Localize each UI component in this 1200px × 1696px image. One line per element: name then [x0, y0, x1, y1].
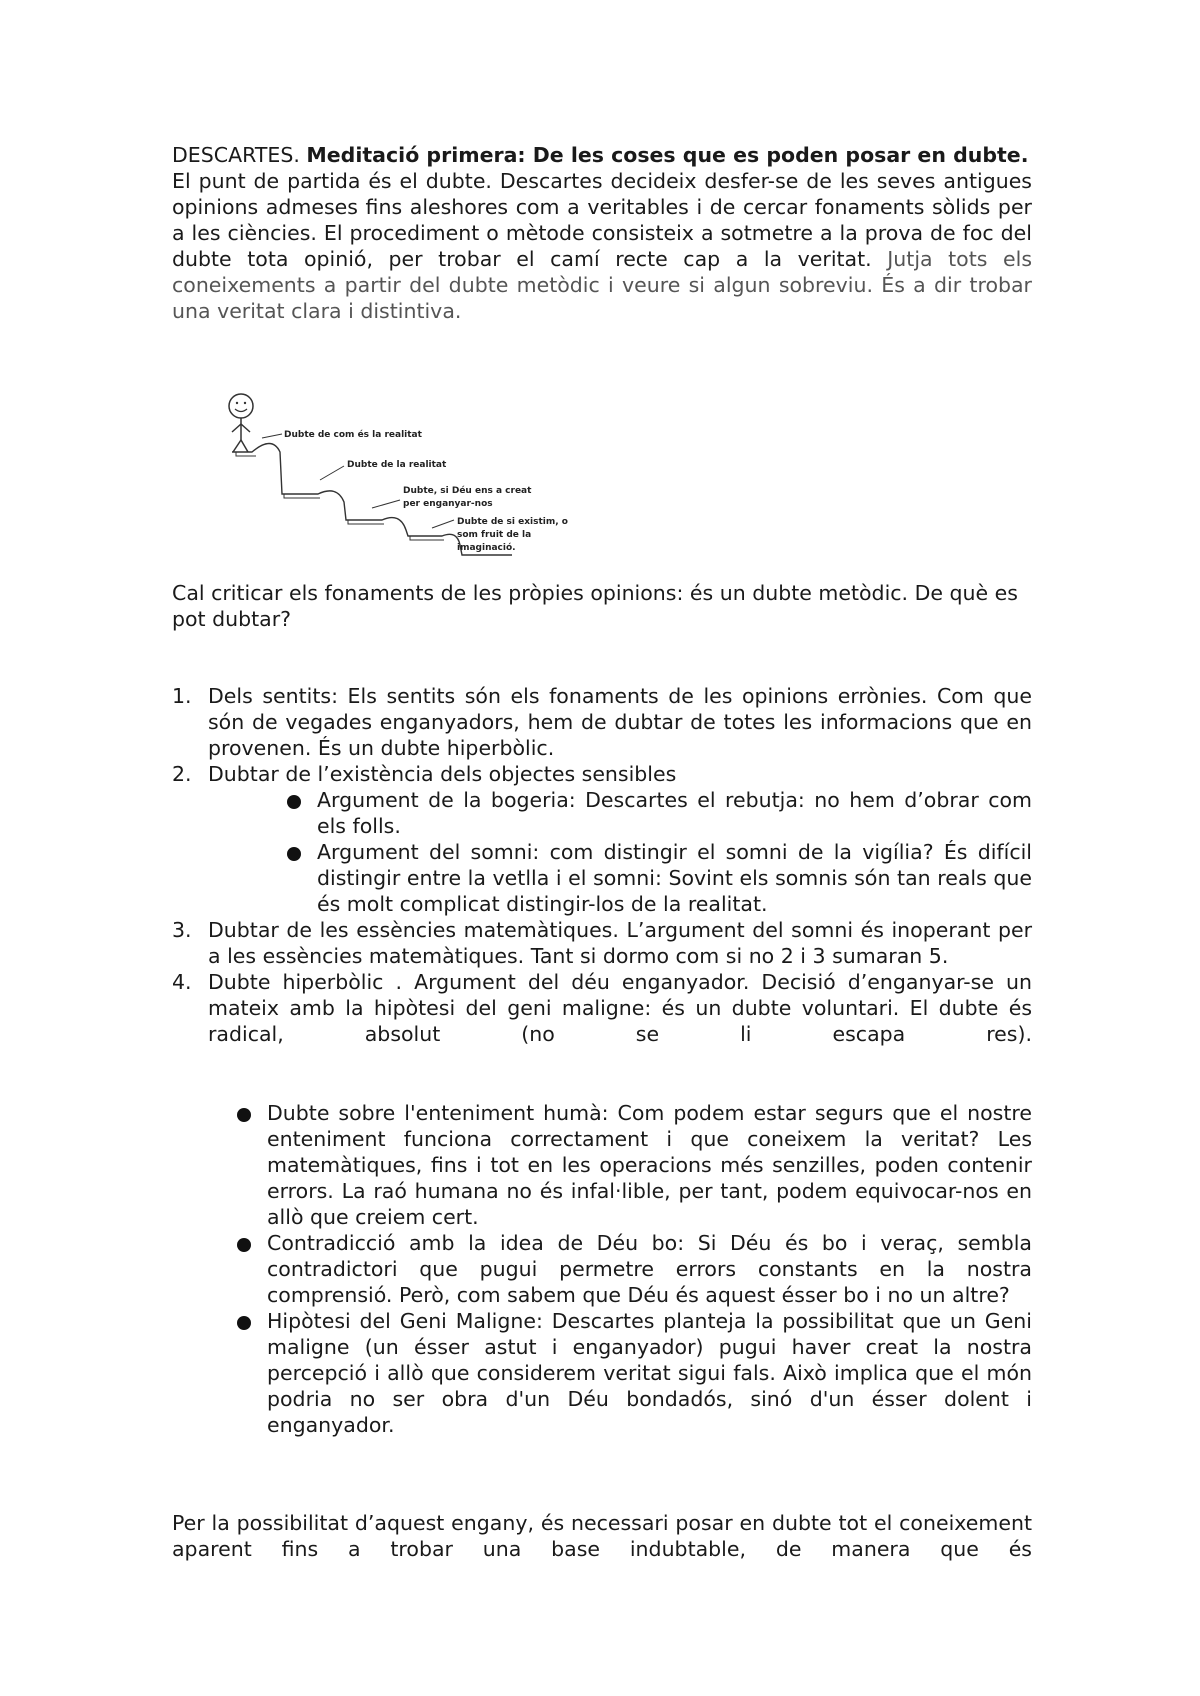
bullet-icon	[237, 1108, 251, 1122]
figure-label-1: Dubte de com és la realitat	[284, 430, 422, 440]
sub-list-item	[317, 839, 1032, 917]
bullet-text: Hipòtesi del Geni Maligne: Descartes planteja la possibilitat que un Geni maligne (un ésser astut i enganyador) pugui haver creat la nostra percepció i allò que considerem veritat sigui fals. Això implica que el món podria no ser obra d'un Déu bondadós, sinó d'un ésser dolent i enganyador.	[267, 1309, 1032, 1437]
list-number: 4.	[172, 970, 192, 994]
staircase-figure	[222, 390, 602, 570]
bullet-icon	[287, 847, 301, 861]
intro-main-text: El punt de partida és el dubte. Descartes decideix desfer-se de les seves antigues opinions admeses fins aleshores com a veritables i de cercar fonaments sòlids per a les ciències. El procediment o mètode consisteix a sotmetre a la prova de foc del dubte tota opinió, per trobar el camí recte cap a la veritat.	[172, 169, 1032, 271]
figure-label-4a: Dubte de si existim, o	[457, 517, 568, 527]
figure-head	[229, 394, 253, 418]
bullet-list	[267, 1100, 1032, 1438]
list-item	[172, 969, 1032, 1047]
figure-label-4b: som fruit de la	[457, 530, 532, 540]
bullet-text: Contradicció amb la idea de Déu bo: Si Déu és bo i veraç, sembla contradictori que pugui permetre errors constants en la nostra comprensió. Però, com sabem que Déu és aquest ésser bo i no un altre?	[267, 1231, 1032, 1307]
bullet-list-item	[267, 1308, 1032, 1438]
question-paragraph: Cal criticar els fonaments de les pròpies opinions: és un dubte metòdic. De què es pot dubtar?	[172, 581, 1018, 631]
list-item	[172, 761, 1032, 917]
intro-paragraph	[172, 168, 1032, 324]
closing-paragraph	[172, 1510, 1032, 1562]
intro-grey-text: Jutja tots els coneixements a partir del dubte metòdic i veure si algun sobreviu. És a dir trobar una veritat clara i distintiva.	[172, 247, 1032, 323]
bullet-icon	[237, 1238, 251, 1252]
sub-list-item	[317, 787, 1032, 839]
sub-list-text: Argument de la bogeria: Descartes el rebutja: no hem d’obrar com els folls.	[317, 788, 1032, 838]
document-body	[172, 142, 1032, 324]
heading-prefix: DESCARTES.	[172, 143, 307, 167]
bullet-icon	[237, 1316, 251, 1330]
list-item-text: Dubte hiperbòlic . Argument del déu enganyador. Decisió d’enganyar-se un mateix amb la hipòtesi del geni maligne: és un dubte voluntari. El dubte és radical, absolut (no se li escapa res).	[208, 970, 1032, 1046]
list-item	[172, 683, 1032, 761]
list-item	[172, 917, 1032, 969]
figure-label-2: Dubte de la realitat	[347, 460, 447, 470]
bullet-icon	[287, 795, 301, 809]
list-number: 2.	[172, 762, 192, 786]
list-number: 1.	[172, 684, 192, 708]
staircase-drawing	[222, 390, 602, 570]
numbered-list	[172, 683, 1032, 1047]
bullet-list-item	[267, 1100, 1032, 1230]
question-block	[172, 580, 1032, 632]
sub-list-text: Argument del somni: com distingir el somni de la vigília? És difícil distingir entre la vetlla i el somni: Sovint els somnis són tan reals que és molt complicat distingir-los de la realitat.	[317, 840, 1032, 916]
bullet-text: Dubte sobre l'enteniment humà: Com podem estar segurs que el nostre enteniment funciona correctament i que coneixem la veritat? Les matemàtiques, fins i tot en les operacions més senzilles, poden contenir errors. La raó humana no és infal·lible, per tant, podem equivocar-nos en allò que creiem cert.	[267, 1101, 1032, 1229]
bullet-list-item	[267, 1230, 1032, 1308]
sub-list	[208, 787, 1032, 917]
figure-label-4c: imaginació.	[457, 543, 516, 553]
figure-label-3a: Dubte, si Déu ens a creat	[403, 486, 532, 496]
list-number: 3.	[172, 918, 192, 942]
list-item-text: Dubtar de l’existència dels objectes sensibles	[208, 762, 677, 786]
list-item-text: Dels sentits: Els sentits són els fonaments de les opinions errònies. Com que són de vegades enganyadors, hem de dubtar de totes les informacions que en provenen. És un dubte hiperbòlic.	[208, 684, 1032, 760]
closing-text: Per la possibilitat d’aquest engany, és necessari posar en dubte tot el coneixement aparent fins a trobar una base indubtable, de manera que és	[172, 1511, 1032, 1561]
figure-label-3b: per enganyar-nos	[403, 499, 493, 509]
document-heading	[172, 142, 1032, 168]
heading-title: Meditació primera: De les coses que es poden posar en dubte.	[306, 143, 1029, 167]
list-item-text: Dubtar de les essències matemàtiques. L’argument del somni és inoperant per a les essències matemàtiques. Tant si dormo com si no 2 i 3 sumaran 5.	[208, 918, 1032, 968]
